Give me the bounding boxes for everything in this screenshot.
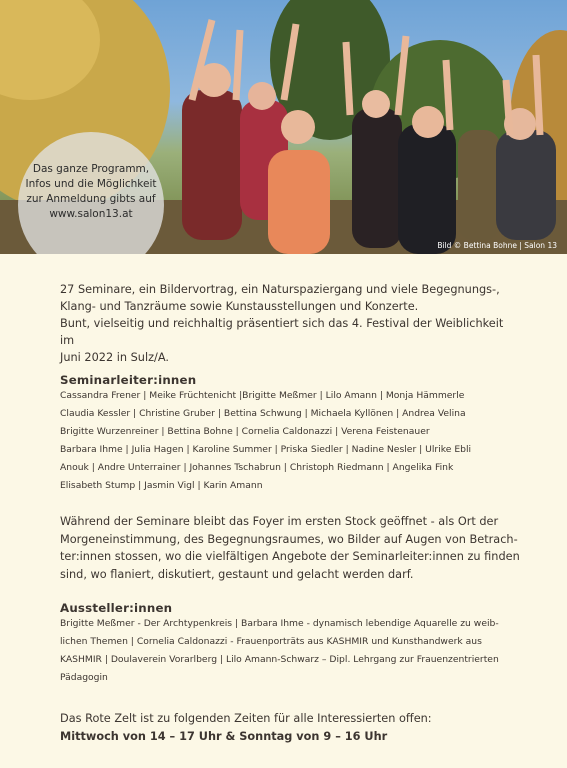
- seminarleiter-heading: Seminarleiter:innen: [60, 373, 197, 387]
- aussteller-line: KASHMIR | Doulaverein Vorarlberg | Lilo Amann-Schwarz – Dipl. Lehrgang zur Frauenzentrierten: [60, 654, 499, 665]
- seminarleiter-section: [60, 373, 471, 495]
- photo-credit: Bild © Bettina Bohne | Salon 13: [437, 241, 557, 250]
- aussteller-line: Brigitte Meßmer - Der Archtypenkreis | Barbara Ihme - dynamisch lebendige Aquarelle zu weib-: [60, 618, 499, 629]
- name-line: Claudia Kessler | Christine Gruber | Bettina Schwung | Michaela Kyllönen | Andrea Velina: [60, 408, 466, 419]
- name-line: Anouk | Andre Unterrainer | Johannes Tschabrun | Christoph Riedmann | Angelika Fink: [60, 462, 454, 473]
- foyer-line: Während der Seminare bleibt das Foyer im ersten Stock geöffnet - als Ort der: [60, 515, 499, 528]
- aussteller-section: [60, 601, 499, 687]
- info-line: Infos und die Möglichkeit: [25, 178, 157, 190]
- aussteller-line: lichen Themen | Cornelia Caldonazzi - Frauenporträts aus KASHMIR und Kunsthandwerk aus: [60, 636, 482, 647]
- foyer-paragraph: [60, 513, 520, 583]
- info-line: Das ganze Programm,: [32, 163, 150, 175]
- intro-line: Juni 2022 in Sulz/A.: [60, 351, 169, 364]
- zelt-intro: Das Rote Zelt ist zu folgenden Zeiten für alle Interessierten offen:: [60, 712, 432, 725]
- intro-line: 27 Seminare, ein Bildervortrag, ein Naturspaziergang und viele Begegnungs-,: [60, 283, 500, 296]
- name-line: Cassandra Frener | Meike Früchtenicht |Brigitte Meßmer | Lilo Amann | Monja Hämmerle: [60, 390, 465, 401]
- website-link[interactable]: www.salon13.at: [49, 208, 133, 220]
- foyer-line: Morgeneinstimmung, des Begegnungsraumes, wo Bilder auf Augen von Betrach-: [60, 532, 518, 546]
- name-line: Brigitte Wurzenreiner | Bettina Bohne | Cornelia Caldonazzi | Verena Feistenauer: [60, 426, 430, 437]
- name-line: Elisabeth Stump | Jasmin Vigl | Karin Amann: [60, 480, 263, 491]
- foyer-line: ter:innen stossen, wo die vielfältigen Angebote der Seminarleiter:innen zu finden: [60, 550, 520, 563]
- zelt-section: [60, 710, 432, 745]
- aussteller-line: Pädagogin: [60, 672, 108, 683]
- name-line: Barbara Ihme | Julia Hagen | Karoline Summer | Priska Siedler | Nadine Nesler | Ulrike Ebli: [60, 444, 472, 455]
- article-body: [60, 281, 520, 743]
- info-line: zur Anmeldung gibts auf: [26, 193, 156, 205]
- foyer-line: sind, wo flaniert, diskutiert, gestaunt und gelacht werden darf.: [60, 567, 414, 581]
- intro-line: Bunt, vielseitig und reichhaltig präsentiert sich das 4. Festival der Weiblichkeit im: [60, 317, 504, 347]
- intro-paragraph: [60, 281, 520, 366]
- zelt-times: Mittwoch von 14 – 17 Uhr & Sonntag von 9 – 16 Uhr: [60, 729, 388, 743]
- intro-line: Klang- und Tanzräume sowie Kunstausstellungen und Konzerte.: [60, 300, 419, 313]
- aussteller-heading: Aussteller:innen: [60, 601, 173, 615]
- header-photo: [0, 0, 567, 254]
